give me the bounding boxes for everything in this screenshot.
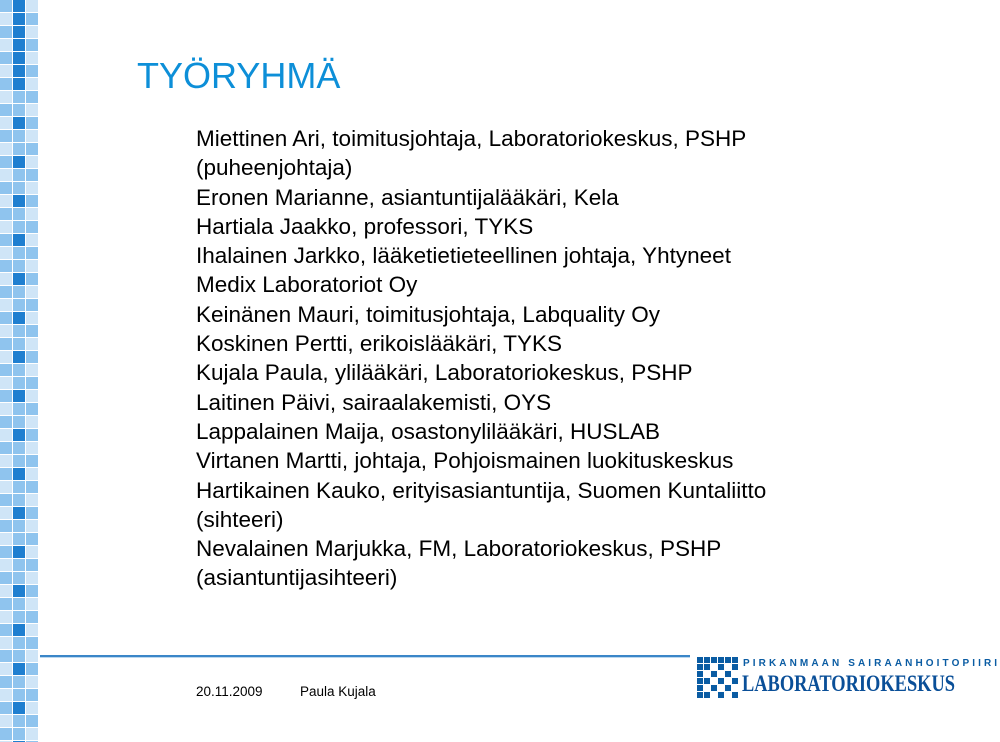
strip-square xyxy=(13,338,25,350)
strip-square xyxy=(0,351,12,363)
strip-square xyxy=(0,325,12,337)
strip-square xyxy=(0,559,12,571)
logo-square xyxy=(697,664,703,670)
member-line: Lappalainen Maija, osastonylilääkäri, HUSLAB xyxy=(196,418,661,444)
strip-square xyxy=(26,585,38,597)
strip-square xyxy=(26,234,38,246)
strip-square xyxy=(26,195,38,207)
logo-square xyxy=(718,692,724,698)
strip-square xyxy=(13,364,25,376)
strip-square xyxy=(0,468,12,480)
strip-square xyxy=(0,273,12,285)
strip-square xyxy=(26,715,38,727)
strip-square xyxy=(26,182,38,194)
strip-square xyxy=(13,52,25,64)
strip-square xyxy=(0,715,12,727)
logo-square xyxy=(704,664,710,670)
strip-square xyxy=(13,507,25,519)
strip-square xyxy=(13,208,25,220)
strip-square xyxy=(26,52,38,64)
strip-square xyxy=(13,481,25,493)
strip-square xyxy=(13,455,25,467)
strip-square xyxy=(0,650,12,662)
strip-square xyxy=(13,143,25,155)
logo-square xyxy=(725,671,731,677)
strip-square xyxy=(0,494,12,506)
strip-square xyxy=(26,221,38,233)
strip-square xyxy=(0,637,12,649)
strip-square xyxy=(26,351,38,363)
strip-square xyxy=(0,26,12,38)
strip-square xyxy=(26,299,38,311)
logo-unit-name: LABORATORIOKESKUS xyxy=(742,671,956,696)
strip-square xyxy=(13,377,25,389)
strip-square xyxy=(26,702,38,714)
member-line: (puheenjohtaja) xyxy=(196,155,353,181)
member-line: Kujala Paula, ylilääkäri, Laboratoriokeskus, PSHP xyxy=(196,360,693,386)
logo-square xyxy=(732,692,738,698)
strip-square xyxy=(13,468,25,480)
strip-square xyxy=(13,572,25,584)
strip-square xyxy=(13,65,25,77)
footer-date: 20.11.2009 xyxy=(196,684,263,699)
strip-square xyxy=(26,494,38,506)
strip-square xyxy=(0,585,12,597)
strip-square xyxy=(26,325,38,337)
strip-square xyxy=(26,533,38,545)
strip-square xyxy=(13,650,25,662)
logo-square xyxy=(732,657,738,663)
strip-square xyxy=(26,0,38,12)
logo-square xyxy=(704,692,710,698)
strip-square xyxy=(0,234,12,246)
strip-square xyxy=(26,143,38,155)
strip-square xyxy=(13,728,25,740)
member-line: Ihalainen Jarkko, lääketietieteellinen johtaja, Yhtyneet xyxy=(196,243,731,269)
strip-square xyxy=(0,377,12,389)
strip-square xyxy=(13,624,25,636)
strip-square xyxy=(13,715,25,727)
strip-square xyxy=(13,611,25,623)
strip-square xyxy=(13,117,25,129)
logo-square xyxy=(704,678,710,684)
logo-square xyxy=(725,657,731,663)
strip-square xyxy=(0,0,12,12)
strip-square xyxy=(26,208,38,220)
strip-square xyxy=(26,546,38,558)
strip-square xyxy=(0,702,12,714)
strip-square xyxy=(26,156,38,168)
member-list xyxy=(196,124,936,593)
strip-square xyxy=(26,507,38,519)
strip-square xyxy=(0,260,12,272)
strip-square xyxy=(0,39,12,51)
strip-square xyxy=(0,195,12,207)
strip-square xyxy=(26,520,38,532)
strip-square xyxy=(26,403,38,415)
strip-square xyxy=(26,26,38,38)
strip-square xyxy=(13,13,25,25)
strip-square xyxy=(13,585,25,597)
strip-square xyxy=(26,78,38,90)
logo-square xyxy=(718,657,724,663)
strip-square xyxy=(26,117,38,129)
strip-square xyxy=(13,676,25,688)
member-line: Laitinen Päivi, sairaalakemisti, OYS xyxy=(196,389,552,415)
strip-square xyxy=(0,13,12,25)
strip-square xyxy=(13,442,25,454)
strip-square xyxy=(0,676,12,688)
strip-square xyxy=(13,182,25,194)
member-line: Hartikainen Kauko, erityisasiantuntija, Suomen Kuntaliitto xyxy=(196,477,767,503)
strip-square xyxy=(13,299,25,311)
strip-square xyxy=(26,338,38,350)
strip-square xyxy=(26,416,38,428)
strip-square xyxy=(0,572,12,584)
strip-square xyxy=(13,130,25,142)
member-line: Miettinen Ari, toimitusjohtaja, Laboratoriokeskus, PSHP xyxy=(196,126,747,151)
logo-square xyxy=(697,671,703,677)
strip-square xyxy=(26,169,38,181)
strip-square xyxy=(26,728,38,740)
logo-square xyxy=(711,657,717,663)
strip-square xyxy=(13,0,25,12)
logo-square xyxy=(718,664,724,670)
strip-square xyxy=(13,702,25,714)
strip-square xyxy=(26,13,38,25)
strip-square xyxy=(0,364,12,376)
strip-square xyxy=(0,455,12,467)
member-line: Koskinen Pertti, erikoislääkäri, TYKS xyxy=(196,331,562,357)
laboratoriokeskus-logo xyxy=(697,657,1000,699)
strip-square xyxy=(26,104,38,116)
strip-square xyxy=(26,455,38,467)
strip-square xyxy=(0,143,12,155)
strip-square xyxy=(13,273,25,285)
strip-square xyxy=(13,689,25,701)
strip-square xyxy=(26,663,38,675)
strip-square xyxy=(26,364,38,376)
member-line: Keinänen Mauri, toimitusjohtaja, Labquality Oy xyxy=(196,301,661,327)
strip-square xyxy=(0,52,12,64)
strip-square xyxy=(13,169,25,181)
strip-square xyxy=(26,286,38,298)
strip-square xyxy=(26,650,38,662)
logo-square xyxy=(704,657,710,663)
strip-square xyxy=(26,481,38,493)
strip-square xyxy=(13,26,25,38)
slide-title: TYÖRYHMÄ xyxy=(137,55,341,96)
strip-square xyxy=(0,507,12,519)
strip-square xyxy=(26,130,38,142)
strip-square xyxy=(13,416,25,428)
member-line: Hartiala Jaakko, professori, TYKS xyxy=(196,213,534,239)
strip-square xyxy=(13,637,25,649)
strip-square xyxy=(26,637,38,649)
strip-square xyxy=(13,533,25,545)
strip-square xyxy=(13,351,25,363)
strip-square xyxy=(0,390,12,402)
member-line: Virtanen Martti, johtaja, Pohjoismainen luokituskeskus xyxy=(196,448,734,474)
strip-square xyxy=(13,546,25,558)
strip-square xyxy=(26,676,38,688)
logo-square xyxy=(718,678,724,684)
strip-square xyxy=(26,442,38,454)
strip-square xyxy=(26,572,38,584)
strip-square xyxy=(0,182,12,194)
strip-square xyxy=(0,429,12,441)
strip-square xyxy=(13,494,25,506)
member-line: (sihteeri) xyxy=(196,506,284,532)
strip-square xyxy=(0,78,12,90)
strip-square xyxy=(0,481,12,493)
logo-mark-icon xyxy=(697,657,739,699)
strip-square xyxy=(0,117,12,129)
strip-square xyxy=(0,286,12,298)
strip-square xyxy=(26,559,38,571)
strip-square xyxy=(0,611,12,623)
strip-square xyxy=(0,624,12,636)
logo-square xyxy=(725,685,731,691)
strip-square xyxy=(26,598,38,610)
strip-square xyxy=(0,65,12,77)
strip-square xyxy=(0,546,12,558)
strip-square xyxy=(0,169,12,181)
strip-square xyxy=(26,468,38,480)
member-line: Eronen Marianne, asiantuntijalääkäri, Kela xyxy=(196,184,619,210)
strip-square xyxy=(26,65,38,77)
member-line: Nevalainen Marjukka, FM, Laboratoriokeskus, PSHP xyxy=(196,536,722,562)
member-line: (asiantuntijasihteeri) xyxy=(196,565,398,591)
strip-square xyxy=(0,520,12,532)
strip-square xyxy=(26,91,38,103)
logo-square xyxy=(697,657,703,663)
strip-square xyxy=(0,338,12,350)
strip-square xyxy=(13,312,25,324)
logo-square xyxy=(697,685,703,691)
strip-square xyxy=(13,260,25,272)
strip-square xyxy=(0,689,12,701)
strip-square xyxy=(0,416,12,428)
footer-divider-shadow xyxy=(40,657,690,658)
strip-square xyxy=(13,429,25,441)
strip-square xyxy=(13,91,25,103)
strip-square xyxy=(13,520,25,532)
strip-square xyxy=(26,377,38,389)
strip-square xyxy=(0,247,12,259)
strip-square xyxy=(0,533,12,545)
strip-square xyxy=(0,104,12,116)
strip-square xyxy=(13,221,25,233)
strip-square xyxy=(13,39,25,51)
logo-square xyxy=(697,678,703,684)
strip-square xyxy=(26,611,38,623)
strip-square xyxy=(26,390,38,402)
strip-square xyxy=(0,156,12,168)
logo-organization-name: PIRKANMAAN SAIRAANHOITOPIIRI xyxy=(743,658,1000,669)
strip-square xyxy=(0,208,12,220)
strip-square xyxy=(26,689,38,701)
strip-square xyxy=(13,598,25,610)
footer-author: Paula Kujala xyxy=(300,684,376,699)
strip-square xyxy=(0,299,12,311)
strip-square xyxy=(13,286,25,298)
strip-square xyxy=(13,195,25,207)
member-line: Medix Laboratoriot Oy xyxy=(196,272,418,298)
strip-square xyxy=(13,78,25,90)
strip-square xyxy=(13,559,25,571)
strip-square xyxy=(0,728,12,740)
strip-square xyxy=(26,624,38,636)
strip-square xyxy=(26,312,38,324)
strip-square xyxy=(13,325,25,337)
strip-square xyxy=(26,247,38,259)
strip-square xyxy=(13,663,25,675)
left-decorative-strip xyxy=(0,0,38,742)
strip-square xyxy=(13,247,25,259)
strip-square xyxy=(13,104,25,116)
strip-square xyxy=(26,260,38,272)
strip-square xyxy=(0,442,12,454)
strip-square xyxy=(26,39,38,51)
strip-square xyxy=(13,390,25,402)
strip-square xyxy=(0,598,12,610)
strip-square xyxy=(13,156,25,168)
strip-square xyxy=(0,130,12,142)
strip-square xyxy=(0,403,12,415)
logo-square xyxy=(732,664,738,670)
logo-square xyxy=(697,692,703,698)
strip-square xyxy=(0,663,12,675)
strip-square xyxy=(0,312,12,324)
strip-square xyxy=(13,403,25,415)
strip-square xyxy=(0,91,12,103)
strip-square xyxy=(26,429,38,441)
strip-square xyxy=(13,234,25,246)
logo-square xyxy=(711,685,717,691)
strip-square xyxy=(0,221,12,233)
strip-square xyxy=(26,273,38,285)
logo-square xyxy=(732,678,738,684)
logo-square xyxy=(711,671,717,677)
